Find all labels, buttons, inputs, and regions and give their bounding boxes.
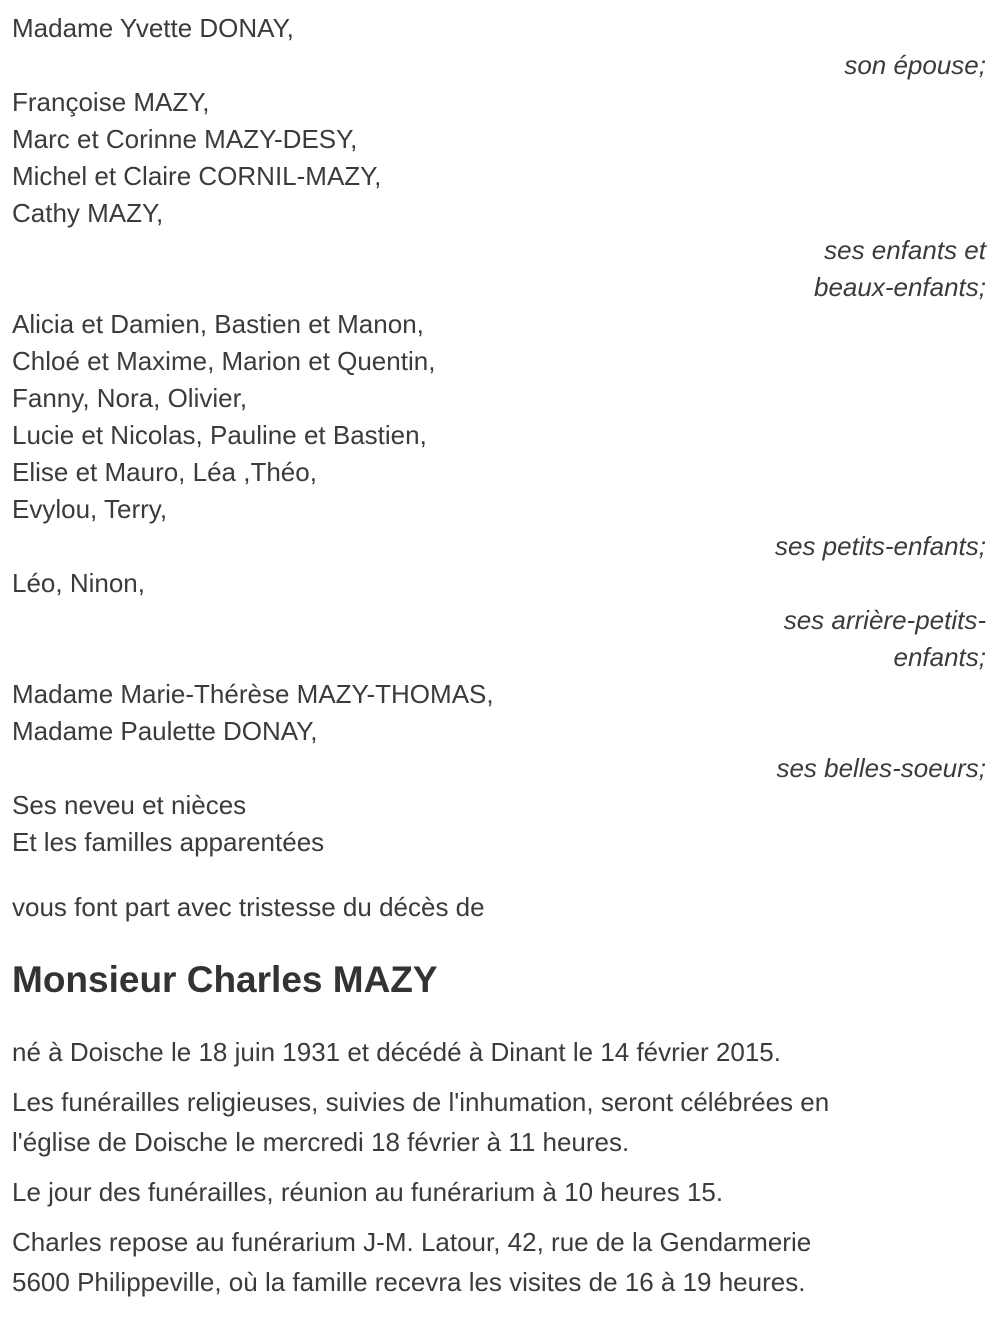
- child-name: Cathy MAZY,: [12, 198, 164, 228]
- grandchild-names: Lucie et Nicolas, Pauline et Bastien,: [12, 420, 427, 450]
- spouse-name: Madame Yvette DONAY,: [12, 13, 294, 43]
- other-relatives-line: Ses neveu et nièces: [12, 790, 247, 820]
- great-grandchild-names: Léo, Ninon,: [12, 568, 145, 598]
- announcement-line: vous font part avec tristesse du décès de: [12, 892, 485, 922]
- relation-grandchildren: ses petits-enfants;: [775, 531, 986, 561]
- funeral-service-line: l'église de Doische le mercredi 18 février à 11 heures.: [12, 1127, 630, 1157]
- relation-spouse: son épouse;: [844, 50, 986, 80]
- child-name: Françoise MAZY,: [12, 87, 210, 117]
- funeral-service-line: Les funérailles religieuses, suivies de l'inhumation, seront célébrées en: [12, 1087, 830, 1117]
- child-name: Michel et Claire CORNIL-MAZY,: [12, 161, 382, 191]
- relation-children-line: ses enfants et: [824, 235, 986, 265]
- grandchild-names: Elise et Mauro, Léa ,Théo,: [12, 457, 317, 487]
- grandchild-names: Fanny, Nora, Olivier,: [12, 383, 248, 413]
- funerarium-address-line: 5600 Philippeville, où la famille recevra les visites de 16 à 19 heures.: [12, 1267, 806, 1297]
- funerarium-address-line: Charles repose au funérarium J-M. Latour, 42, rue de la Gendarmerie: [12, 1227, 812, 1257]
- grandchild-names: Chloé et Maxime, Marion et Quentin,: [12, 346, 436, 376]
- grandchild-names: Evylou, Terry,: [12, 494, 168, 524]
- relation-sisters-in-law: ses belles-soeurs;: [776, 753, 986, 783]
- grandchild-names: Alicia et Damien, Bastien et Manon,: [12, 309, 424, 339]
- deceased-name-title: Monsieur Charles MAZY: [12, 959, 438, 1000]
- sister-in-law-name: Madame Marie-Thérèse MAZY-THOMAS,: [12, 679, 494, 709]
- funeral-day-line: Le jour des funérailles, réunion au funérarium à 10 heures 15.: [12, 1177, 724, 1207]
- child-name: Marc et Corinne MAZY-DESY,: [12, 124, 358, 154]
- relation-great-grandchildren-line: ses arrière-petits-: [783, 605, 986, 635]
- sister-in-law-name: Madame Paulette DONAY,: [12, 716, 318, 746]
- relation-children-line: beaux-enfants;: [813, 272, 986, 302]
- birth-death-line: né à Doische le 18 juin 1931 et décédé à Dinant le 14 février 2015.: [12, 1037, 781, 1067]
- other-relatives-line: Et les familles apparentées: [12, 827, 325, 857]
- relation-great-grandchildren-line: enfants;: [893, 642, 986, 672]
